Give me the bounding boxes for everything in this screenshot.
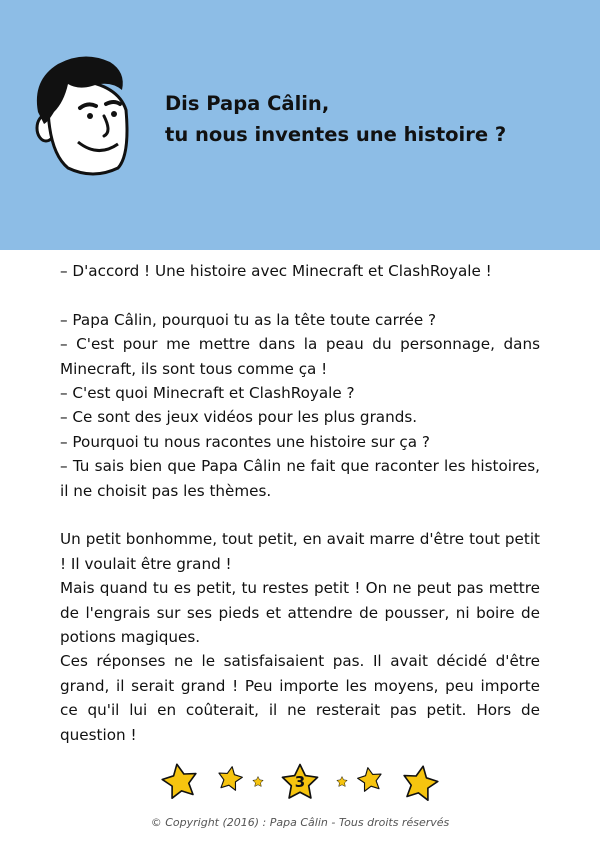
dialogue-line: – Tu sais bien que Papa Câlin ne fait que raconter les histoires, il ne choisit pas les thèmes. bbox=[60, 457, 540, 500]
narrative-paragraph: Mais quand tu es petit, tu restes petit ! On ne peut pas mettre de l'engrais sur ses pieds et attendre de pousser, ni boire de potions magiques. bbox=[60, 579, 540, 647]
star-icon bbox=[217, 765, 244, 791]
star-icon bbox=[253, 777, 263, 787]
star-icon bbox=[337, 777, 347, 787]
story-text bbox=[60, 259, 540, 747]
dialogue-line: – Ce sont des jeux vidéos pour les plus grands. bbox=[60, 408, 418, 427]
dialogue-line: – Papa Câlin, pourquoi tu as la tête toute carrée ? bbox=[60, 310, 437, 329]
intro-line: – D'accord ! Une histoire avec Minecraft et ClashRoyale ! bbox=[60, 262, 492, 280]
narrative-paragraph: Ces réponses ne le satisfaisaient pas. Il avait décidé d'être grand, il serait grand ! Peu importe les moyens, peu importe ce qu'il lui en coûterait, il ne resterait pas petit. Hors de question ! bbox=[60, 652, 540, 744]
header-banner bbox=[0, 0, 600, 250]
narrative-paragraph: Un petit bonhomme, tout petit, en avait marre d'être tout petit ! Il voulait être grand ! bbox=[60, 530, 540, 573]
page-title bbox=[165, 88, 506, 150]
title-line-2: tu nous inventes une histoire ? bbox=[165, 123, 507, 146]
title-line-1: Dis Papa Câlin, bbox=[165, 92, 330, 115]
dialogue-line: – Pourquoi tu nous racontes une histoire sur ça ? bbox=[60, 432, 430, 451]
dialogue-line: – C'est pour me mettre dans la peau du personnage, dans Minecraft, ils sont tous comme ça ! bbox=[60, 335, 540, 378]
dialogue-line: – C'est quoi Minecraft et ClashRoyale ? bbox=[60, 384, 355, 403]
papa-calin-face-icon bbox=[18, 50, 138, 180]
copyright-notice: © Copyright (2016) : Papa Câlin - Tous droits réservés bbox=[150, 816, 450, 829]
star-icon bbox=[401, 763, 440, 801]
page-number: 3 bbox=[294, 773, 306, 791]
star-icon bbox=[160, 761, 199, 799]
star-icon bbox=[356, 766, 383, 792]
